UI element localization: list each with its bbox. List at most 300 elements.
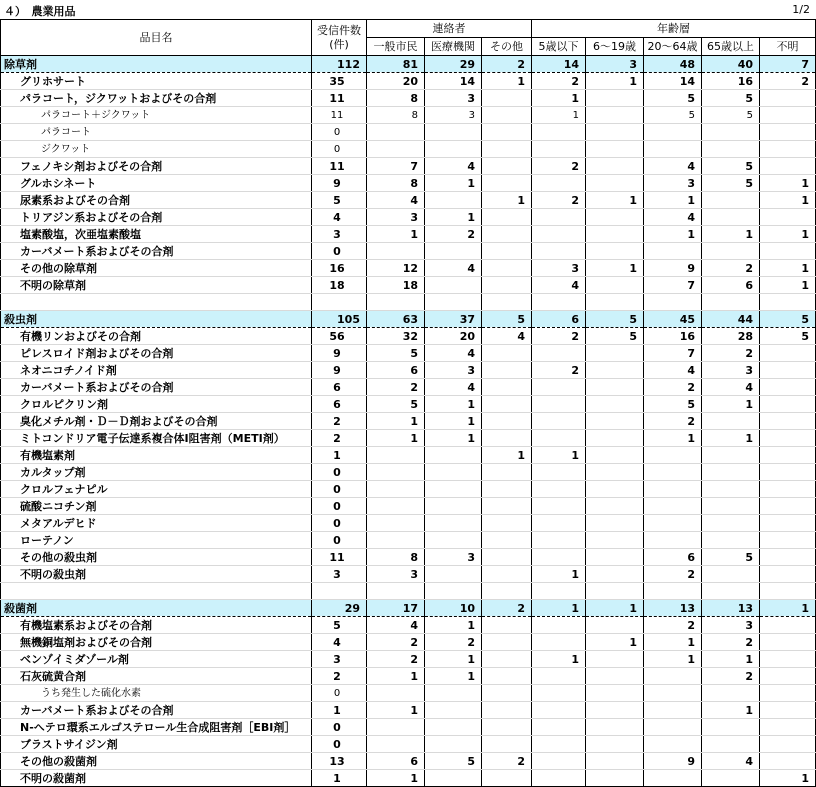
value-cell: 0: [312, 464, 367, 481]
value-cell: 6: [367, 362, 425, 379]
value-cell: [760, 566, 816, 583]
value-cell: [644, 124, 702, 141]
value-cell: [702, 141, 760, 158]
value-cell: [586, 294, 644, 311]
table-row: [1, 464, 816, 481]
value-cell: 4: [644, 362, 702, 379]
table-row: [1, 226, 816, 243]
value-cell: [482, 379, 532, 396]
table-row: [1, 379, 816, 396]
value-cell: [586, 447, 644, 464]
value-cell: [586, 770, 644, 787]
value-cell: 2: [702, 345, 760, 362]
value-cell: 1: [312, 447, 367, 464]
table-row: [1, 719, 816, 736]
value-cell: 5: [312, 617, 367, 634]
item-name-cell: ミトコンドリア電子伝達系複合体Ⅰ阻害剤（METI剤）: [1, 430, 312, 447]
value-cell: 1: [644, 226, 702, 243]
value-cell: 5: [644, 90, 702, 107]
value-cell: [312, 583, 367, 600]
value-cell: [586, 175, 644, 192]
value-cell: [532, 481, 586, 498]
item-name-cell: 不明の除草剤: [1, 277, 312, 294]
table-row: [1, 515, 816, 532]
value-cell: [644, 685, 702, 702]
value-cell: 1: [644, 651, 702, 668]
value-cell: 1: [532, 90, 586, 107]
value-cell: [586, 685, 644, 702]
value-cell: 4: [702, 753, 760, 770]
value-cell: 1: [760, 175, 816, 192]
table-row: [1, 753, 816, 770]
value-cell: 1: [425, 396, 482, 413]
value-cell: [586, 345, 644, 362]
value-cell: 3: [312, 226, 367, 243]
value-cell: [425, 277, 482, 294]
value-cell: 29: [312, 600, 367, 617]
value-cell: 13: [644, 600, 702, 617]
value-cell: 6: [702, 277, 760, 294]
value-cell: [532, 549, 586, 566]
table-row: [1, 192, 816, 209]
value-cell: [367, 447, 425, 464]
value-cell: [702, 243, 760, 260]
value-cell: [425, 685, 482, 702]
value-cell: [482, 430, 532, 447]
column-header-other: その他: [482, 38, 532, 56]
value-cell: [760, 90, 816, 107]
value-cell: 105: [312, 311, 367, 328]
value-cell: 20: [425, 328, 482, 345]
value-cell: [425, 498, 482, 515]
value-cell: [644, 532, 702, 549]
item-name-cell: ネオニコチノイド剤: [1, 362, 312, 379]
column-header-age: 年齢層: [532, 20, 816, 38]
value-cell: 1: [760, 192, 816, 209]
value-cell: [702, 498, 760, 515]
value-cell: [482, 566, 532, 583]
item-name-cell: グルホシネート: [1, 175, 312, 192]
value-cell: 3: [312, 566, 367, 583]
value-cell: [482, 277, 532, 294]
value-cell: 5: [367, 345, 425, 362]
value-cell: [482, 464, 532, 481]
category-row: [1, 56, 816, 73]
value-cell: [760, 668, 816, 685]
value-cell: 11: [312, 107, 367, 124]
value-cell: 8: [367, 90, 425, 107]
value-cell: 2: [702, 634, 760, 651]
value-cell: [586, 498, 644, 515]
value-cell: [760, 753, 816, 770]
value-cell: 5: [367, 396, 425, 413]
value-cell: [702, 736, 760, 753]
value-cell: 5: [702, 107, 760, 124]
value-cell: 1: [760, 277, 816, 294]
item-name-cell: 有機塩素剤: [1, 447, 312, 464]
value-cell: [532, 702, 586, 719]
value-cell: 112: [312, 56, 367, 73]
value-cell: 1: [702, 651, 760, 668]
item-name-cell: クロルフェナピル: [1, 481, 312, 498]
value-cell: [586, 617, 644, 634]
value-cell: 1: [367, 668, 425, 685]
table-row: [1, 209, 816, 226]
value-cell: 5: [702, 158, 760, 175]
value-cell: 5: [760, 311, 816, 328]
value-cell: [644, 719, 702, 736]
value-cell: [532, 141, 586, 158]
value-cell: [586, 566, 644, 583]
value-cell: 1: [312, 702, 367, 719]
value-cell: 0: [312, 498, 367, 515]
value-cell: 1: [482, 73, 532, 90]
value-cell: [532, 532, 586, 549]
item-name-cell: 不明の殺菌剤: [1, 770, 312, 787]
item-name-cell: 塩素酸塩，次亜塩素酸塩: [1, 226, 312, 243]
value-cell: [586, 515, 644, 532]
table-row: [1, 396, 816, 413]
table-row: [1, 430, 816, 447]
value-cell: [482, 702, 532, 719]
value-cell: 1: [644, 192, 702, 209]
value-cell: [586, 90, 644, 107]
value-cell: 7: [644, 345, 702, 362]
agricultural-products-table: [0, 19, 816, 787]
table-row: [1, 617, 816, 634]
value-cell: [760, 294, 816, 311]
value-cell: [702, 481, 760, 498]
table-row: [1, 736, 816, 753]
value-cell: [644, 481, 702, 498]
value-cell: [482, 583, 532, 600]
item-name-cell: パラコート，ジクワットおよびその合剤: [1, 90, 312, 107]
value-cell: 4: [702, 379, 760, 396]
item-name-cell: [1, 294, 312, 311]
value-cell: [760, 464, 816, 481]
item-name-cell: カーバメート系およびその合剤: [1, 702, 312, 719]
value-cell: [367, 141, 425, 158]
value-cell: 4: [367, 617, 425, 634]
item-name-cell: その他の殺菌剤: [1, 753, 312, 770]
value-cell: 18: [312, 277, 367, 294]
value-cell: 4: [425, 158, 482, 175]
value-cell: 1: [425, 651, 482, 668]
value-cell: 0: [312, 515, 367, 532]
value-cell: 0: [312, 124, 367, 141]
table-row: [1, 481, 816, 498]
column-header-medical-institution: 医療機関: [425, 38, 482, 56]
value-cell: [367, 481, 425, 498]
column-header-age-65-over: 65歳以上: [702, 38, 760, 56]
value-cell: [644, 243, 702, 260]
value-cell: [482, 651, 532, 668]
value-cell: 81: [367, 56, 425, 73]
item-name-cell: 不明の殺虫剤: [1, 566, 312, 583]
value-cell: [760, 243, 816, 260]
value-cell: [586, 532, 644, 549]
value-cell: 2: [644, 566, 702, 583]
value-cell: [760, 413, 816, 430]
value-cell: [482, 617, 532, 634]
value-cell: [760, 362, 816, 379]
value-cell: 8: [367, 549, 425, 566]
value-cell: 16: [312, 260, 367, 277]
table-row: [1, 413, 816, 430]
table-row: [1, 668, 816, 685]
value-cell: [760, 107, 816, 124]
value-cell: [367, 243, 425, 260]
table-row: [1, 243, 816, 260]
section-title: ４） 農業用品: [4, 5, 76, 18]
table-row: [1, 362, 816, 379]
value-cell: [644, 141, 702, 158]
value-cell: 16: [644, 328, 702, 345]
value-cell: 1: [532, 600, 586, 617]
value-cell: 1: [760, 260, 816, 277]
value-cell: 1: [367, 226, 425, 243]
value-cell: [482, 226, 532, 243]
value-cell: 2: [644, 379, 702, 396]
value-cell: 3: [644, 175, 702, 192]
value-cell: [760, 345, 816, 362]
item-name-cell: [1, 583, 312, 600]
value-cell: [532, 617, 586, 634]
value-cell: 2: [425, 634, 482, 651]
value-cell: 2: [367, 651, 425, 668]
value-cell: 1: [702, 396, 760, 413]
value-cell: [586, 719, 644, 736]
item-name-cell: カーバメート系およびその合剤: [1, 243, 312, 260]
value-cell: 1: [586, 600, 644, 617]
column-header-contact: 連絡者: [367, 20, 532, 38]
value-cell: [586, 481, 644, 498]
item-name-cell: クロルピクリン剤: [1, 396, 312, 413]
value-cell: [586, 753, 644, 770]
value-cell: [586, 362, 644, 379]
column-header-age-5-under: 5歳以下: [532, 38, 586, 56]
value-cell: [760, 617, 816, 634]
item-name-cell: うち発生した硫化水素: [1, 685, 312, 702]
value-cell: 20: [367, 73, 425, 90]
value-cell: [702, 583, 760, 600]
value-cell: 32: [367, 328, 425, 345]
value-cell: [702, 464, 760, 481]
value-cell: [586, 107, 644, 124]
value-cell: 4: [532, 277, 586, 294]
table-row: [1, 532, 816, 549]
value-cell: 8: [367, 175, 425, 192]
column-header-count: [312, 20, 367, 56]
column-header-count-label: 受信件数 (件): [317, 23, 361, 51]
value-cell: 0: [312, 243, 367, 260]
value-cell: [367, 498, 425, 515]
value-cell: [702, 447, 760, 464]
table-row: [1, 566, 816, 583]
value-cell: [532, 345, 586, 362]
column-header-unknown: 不明: [760, 38, 816, 56]
value-cell: [482, 498, 532, 515]
value-cell: 18: [367, 277, 425, 294]
table-row: [1, 260, 816, 277]
value-cell: 9: [312, 345, 367, 362]
value-cell: 56: [312, 328, 367, 345]
value-cell: 1: [312, 770, 367, 787]
value-cell: [586, 464, 644, 481]
item-name-cell: ピレスロイド剤およびその合剤: [1, 345, 312, 362]
item-name-cell: 尿素系およびその合剤: [1, 192, 312, 209]
value-cell: 14: [425, 73, 482, 90]
value-cell: 0: [312, 719, 367, 736]
value-cell: [760, 719, 816, 736]
value-cell: [702, 532, 760, 549]
table-row: [1, 447, 816, 464]
value-cell: [532, 668, 586, 685]
value-cell: 48: [644, 56, 702, 73]
value-cell: [482, 175, 532, 192]
value-cell: [532, 498, 586, 515]
value-cell: 1: [532, 651, 586, 668]
value-cell: 1: [532, 447, 586, 464]
item-name-cell: 臭化メチル剤・Ｄ－Ｄ剤およびその合剤: [1, 413, 312, 430]
value-cell: [482, 634, 532, 651]
item-name-cell: 有機塩素系およびその合剤: [1, 617, 312, 634]
value-cell: [367, 515, 425, 532]
value-cell: 13: [312, 753, 367, 770]
value-cell: 1: [532, 107, 586, 124]
value-cell: 5: [644, 396, 702, 413]
page-number: 1/2: [792, 3, 810, 16]
column-header-age-6-19: 6～19歳: [586, 38, 644, 56]
table-row: [1, 345, 816, 362]
item-name-cell: パラコート: [1, 124, 312, 141]
value-cell: 1: [644, 634, 702, 651]
table-row: [1, 651, 816, 668]
value-cell: [482, 345, 532, 362]
value-cell: [425, 464, 482, 481]
value-cell: 0: [312, 532, 367, 549]
value-cell: 2: [367, 379, 425, 396]
table-row: [1, 175, 816, 192]
value-cell: 3: [425, 107, 482, 124]
value-cell: 10: [425, 600, 482, 617]
value-cell: 28: [702, 328, 760, 345]
value-cell: 3: [702, 617, 760, 634]
value-cell: 2: [644, 413, 702, 430]
value-cell: [312, 294, 367, 311]
value-cell: [644, 294, 702, 311]
value-cell: [586, 243, 644, 260]
value-cell: [482, 141, 532, 158]
item-name-cell: 無機銅塩剤およびその合剤: [1, 634, 312, 651]
value-cell: [367, 583, 425, 600]
value-cell: [532, 243, 586, 260]
value-cell: 5: [702, 90, 760, 107]
value-cell: [425, 736, 482, 753]
column-header-general-public: 一般市民: [367, 38, 425, 56]
table-body: [1, 56, 816, 787]
value-cell: [586, 583, 644, 600]
value-cell: 1: [586, 192, 644, 209]
value-cell: 4: [644, 158, 702, 175]
value-cell: 4: [644, 209, 702, 226]
item-name-cell: 殺菌剤: [1, 600, 312, 617]
value-cell: 3: [425, 549, 482, 566]
value-cell: 2: [532, 192, 586, 209]
value-cell: 9: [644, 260, 702, 277]
table-row: [1, 549, 816, 566]
item-name-cell: 石灰硫黄合剤: [1, 668, 312, 685]
value-cell: [760, 447, 816, 464]
value-cell: [367, 464, 425, 481]
value-cell: 29: [425, 56, 482, 73]
value-cell: [644, 447, 702, 464]
value-cell: 11: [312, 549, 367, 566]
value-cell: [760, 498, 816, 515]
value-cell: [482, 668, 532, 685]
value-cell: [367, 685, 425, 702]
value-cell: 5: [312, 192, 367, 209]
value-cell: [532, 770, 586, 787]
value-cell: [760, 532, 816, 549]
value-cell: [586, 736, 644, 753]
value-cell: [532, 209, 586, 226]
value-cell: [482, 260, 532, 277]
table-row: [1, 107, 816, 124]
value-cell: [482, 770, 532, 787]
value-cell: [586, 651, 644, 668]
value-cell: 1: [702, 226, 760, 243]
table-row: [1, 141, 816, 158]
value-cell: 2: [644, 617, 702, 634]
value-cell: [482, 209, 532, 226]
item-name-cell: ジクワット: [1, 141, 312, 158]
value-cell: [644, 736, 702, 753]
table-row: [1, 277, 816, 294]
value-cell: 9: [644, 753, 702, 770]
value-cell: 14: [532, 56, 586, 73]
value-cell: 4: [425, 260, 482, 277]
value-cell: 1: [425, 175, 482, 192]
value-cell: 1: [367, 430, 425, 447]
value-cell: 1: [760, 770, 816, 787]
value-cell: 9: [312, 362, 367, 379]
value-cell: 4: [482, 328, 532, 345]
value-cell: [482, 396, 532, 413]
value-cell: 1: [760, 226, 816, 243]
value-cell: [425, 702, 482, 719]
value-cell: [760, 430, 816, 447]
value-cell: [425, 294, 482, 311]
value-cell: 5: [425, 753, 482, 770]
value-cell: 12: [367, 260, 425, 277]
value-cell: 3: [586, 56, 644, 73]
value-cell: 1: [760, 600, 816, 617]
value-cell: [482, 124, 532, 141]
value-cell: 1: [367, 413, 425, 430]
value-cell: 0: [312, 736, 367, 753]
value-cell: 11: [312, 90, 367, 107]
value-cell: 4: [312, 209, 367, 226]
value-cell: 7: [644, 277, 702, 294]
value-cell: [482, 107, 532, 124]
table-row: [1, 328, 816, 345]
item-name-cell: トリアジン系およびその合剤: [1, 209, 312, 226]
item-name-cell: ブラストサイジン剤: [1, 736, 312, 753]
value-cell: [586, 702, 644, 719]
table-row: [1, 90, 816, 107]
value-cell: [532, 379, 586, 396]
